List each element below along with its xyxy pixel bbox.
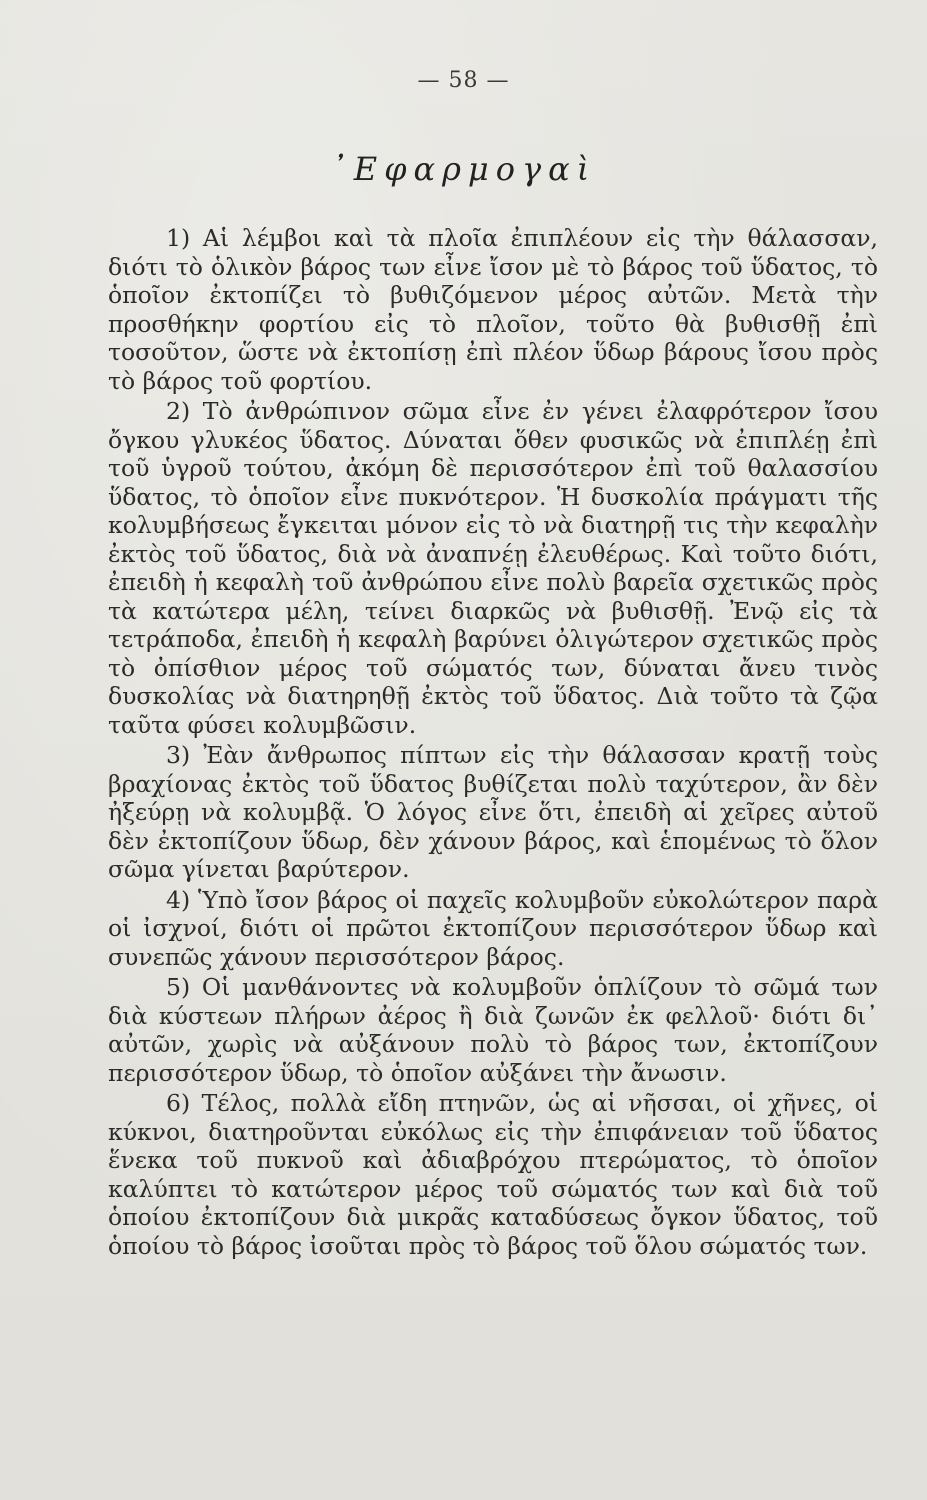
section-heading: ᾿Εφαρμογαὶ [330,150,597,188]
body-text [108,224,878,1262]
paragraph-3: 3) Ἐὰν ἄνθρωπος πίπτων εἰς τὴν θάλασσαν κρατῇ τοὺς βραχίονας ἐκτὸς τοῦ ὕδατος βυθίζεται πολὺ ταχύτερον, ἂν δὲν ἠξεύρῃ νὰ κολυμβᾷ. Ὁ λόγος εἶνε ὅτι, ἐπειδὴ αἱ χεῖρες αὐτοῦ δὲν ἐκτοπίζουν ὕδωρ, δὲν χάνουν βάρος, καὶ ἑπομένως τὸ ὅλον σῶμα γίνεται βαρύτερον. [108,741,878,883]
page-number: — 58 — [417,68,510,93]
paragraph-6: 6) Τέλος, πολλὰ εἴδη πτηνῶν, ὡς αἱ νῆσσαι, οἱ χῆνες, οἱ κύκνοι, διατηροῦνται εὐκόλως εἰς τὴν ἐπιφάνειαν τοῦ ὕδατος ἕνεκα τοῦ πυκνοῦ καὶ ἀδιαβρόχου πτερώματος, τὸ ὁποῖον καλύπτει τὸ κατώτερον μέρος τοῦ σώματός των καὶ διὰ τοῦ ὁποίου ἐκτοπίζουν διὰ μικρᾶς καταδύσεως ὄγκον ὕδατος, τοῦ ὁποίου τὸ βάρος ἰσοῦται πρὸς τὸ βάρος τοῦ ὅλου σώματός των. [108,1089,878,1260]
paragraph-4: 4) Ὑπὸ ἴσον βάρος οἱ παχεῖς κολυμβοῦν εὐκολώτερον παρὰ οἱ ἰσχνοί, διότι οἱ πρῶτοι ἐκτοπίζουν περισσότερον ὕδωρ καὶ συνεπῶς χάνουν περισσότερον βάρος. [108,885,878,971]
paragraph-5: 5) Οἱ μανθάνοντες νὰ κολυμβοῦν ὁπλίζουν τὸ σῶμά των διὰ κύστεων πλήρων ἀέρος ἢ διὰ ζωνῶν ἐκ φελλοῦ· διότι δι᾽ αὐτῶν, χωρὶς νὰ αὐξάνουν πολὺ τὸ βάρος των, ἐκτοπίζουν περισσότερον ὕδωρ, τὸ ὁποῖον αὐξάνει τὴν ἄνωσιν. [108,973,878,1087]
paragraph-1: 1) Αἱ λέμβοι καὶ τὰ πλοῖα ἐπιπλέουν εἰς τὴν θάλασσαν, διότι τὸ ὁλικὸν βάρος των εἶνε ἴσον μὲ τὸ βάρος τοῦ ὕδατος, τὸ ὁποῖον ἐκτοπίζει τὸ βυθιζόμενον μέρος αὐτῶν. Μετὰ τὴν προσθήκην φορτίου εἰς τὸ πλοῖον, τοῦτο θὰ βυθισθῇ ἐπὶ τοσοῦτον, ὥστε νὰ ἐκτοπίσῃ ἐπὶ πλέον ὕδωρ βάρους ἴσου πρὸς τὸ βάρος τοῦ φορτίου. [108,224,878,395]
paragraph-2: 2) Τὸ ἀνθρώπινον σῶμα εἶνε ἐν γένει ἐλαφρότερον ἴσου ὄγκου γλυκέος ὕδατος. Δύναται ὅθεν φυσικῶς νὰ ἐπιπλέῃ ἐπὶ τοῦ ὑγροῦ τούτου, ἀκόμη δὲ περισσότερον ἐπὶ τοῦ θαλασσίου ὕδατος, τὸ ὁποῖον εἶνε πυκνότερον. Ἡ δυσκολία πράγματι τῆς κολυμβήσεως ἔγκειται μόνον εἰς τὸ νὰ διατηρῇ τις τὴν κεφαλὴν ἐκτὸς τοῦ ὕδατος, διὰ νὰ ἀναπνέῃ ἐλευθέρως. Καὶ τοῦτο διότι, ἐπειδὴ ἡ κεφαλὴ τοῦ ἀνθρώπου εἶνε πολὺ βαρεῖα σχετικῶς πρὸς τὰ κατώτερα μέλη, τείνει διαρκῶς νὰ βυθισθῇ. Ἐνῷ εἰς τὰ τετράποδα, ἐπειδὴ ἡ κεφαλὴ βαρύνει ὀλιγώτερον σχετικῶς πρὸς τὸ ὀπίσθιον μέρος τοῦ σώματός των, δύναται ἄνευ τινὸς δυσκολίας νὰ διατηρηθῇ ἐκτὸς τοῦ ὕδατος. Διὰ τοῦτο τὰ ζῷα ταῦτα φύσει κολυμβῶσιν. [108,397,878,739]
